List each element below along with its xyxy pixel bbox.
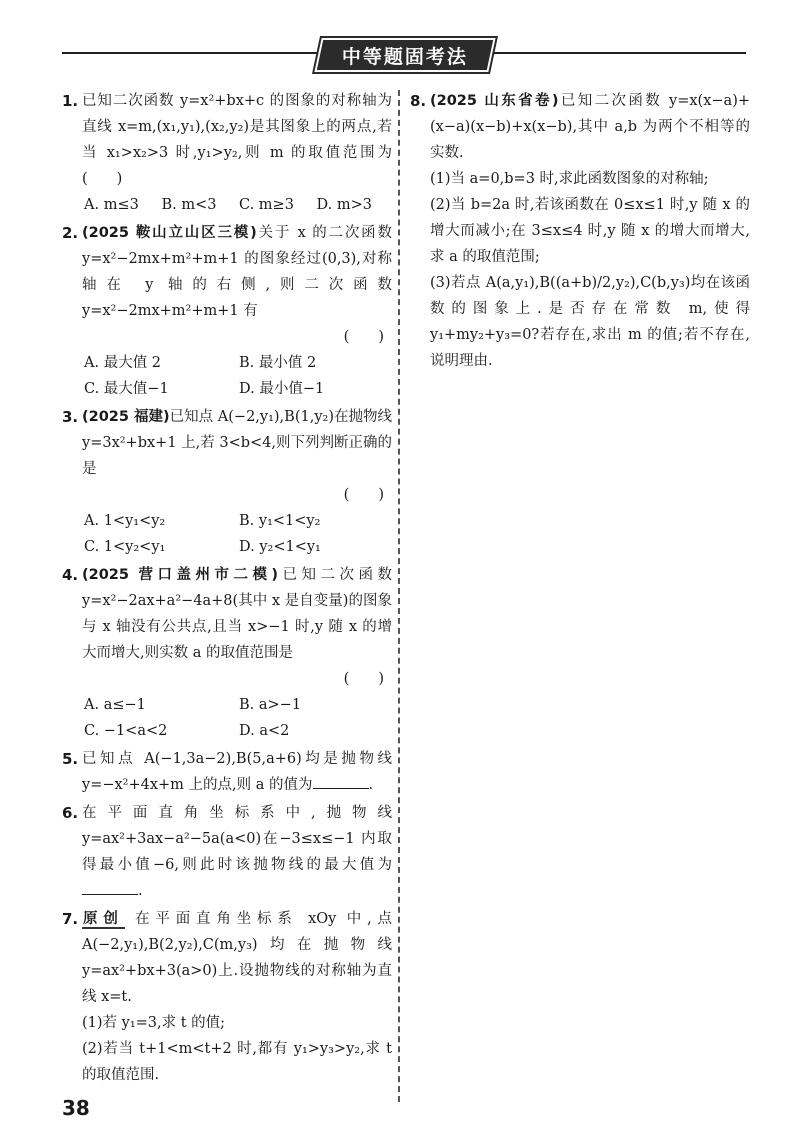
- question-source: (2025 营口盖州市二模): [82, 567, 279, 583]
- question-text: 已知点 A(−1,3a−2),B(5,a+6)均是抛物线 y=−x²+4x+m 上的点,则 a 的值为: [82, 751, 392, 793]
- option-a[interactable]: A. 1<y₁<y₂: [84, 513, 166, 529]
- sub-question-3: (3)若点 A(a,y₁),B((a+b)/2,y₂),C(b,y₃)均在该函数的图象上.是否存在常数 m,使得 y₁+my₂+y₃=0?若存在,求出 m 的值;若不存在,说明理由.: [430, 275, 750, 369]
- page-number: 38: [62, 1096, 90, 1120]
- question-3: 3. (2025 福建)已知点 A(−2,y₁),B(1,y₂)在抛物线 y=3x²+bx+1 上,若 3<b<4,则下列判断正确的是 ( ) A. 1<y₁<y₂ B. y₁<1<y₂ C. 1<y₂<y₁ D. y₂<1<y₁: [62, 404, 392, 560]
- question-7: 7. 原创 在平面直角坐标系 xOy 中,点 A(−2,y₁),B(2,y₂),C(m,y₃)均在抛物线 y=ax²+bx+3(a>0)上.设抛物线的对称轴为直线 x=t. (1)若 y₁=3,求 t 的值; (2)若当 t+1<m<t+2 时,都有 y₁>y₃>y₂,求 t 的取值范围.: [62, 906, 392, 1088]
- question-6: 6. 在平面直角坐标系中,抛物线 y=ax²+3ax−a²−5a(a<0)在−3≤x≤−1 内取得最小值−6,则此时该抛物线的最大值为.: [62, 804, 392, 899]
- question-text: 在平面直角坐标系 xOy 中,点 A(−2,y₁),B(2,y₂),C(m,y₃)均在抛物线 y=ax²+bx+3(a>0)上.设抛物线的对称轴为直线 x=t.: [82, 911, 392, 1005]
- question-2: 2. (2025 鞍山立山区三模)关于 x 的二次函数 y=x²−2mx+m²+m+1 的图象经过(0,3),对称轴在 y 轴的右侧,则二次函数 y=x²−2mx+m²+m+1 有 ( ) A. 最大值 2 B. 最小值 2 C. 最大值−1 D. 最小值−1: [62, 220, 392, 402]
- answer-paren: ( ): [343, 671, 384, 687]
- options: [82, 350, 392, 402]
- option-b[interactable]: B. a>−1: [239, 697, 302, 713]
- option-d[interactable]: D. y₂<1<y₁: [239, 539, 321, 555]
- answer-paren: ( ): [343, 329, 384, 345]
- option-a[interactable]: A. m≤3: [84, 197, 139, 213]
- question-8: 8. (2025 山东省卷)已知二次函数 y=x(x−a)+(x−a)(x−b)+x(x−b),其中 a,b 为两个不相等的实数. (1)当 a=0,b=3 时,求此函数图象的对称轴; (2)当 b=2a 时,若该函数在 0≤x≤1 时,y 随 x 的增大而减小;在 3≤x≤4 时,y 随 x 的增大而增大,求 a 的取值范围; (3)若点 A(a,y₁),B((a+b)/2,y₂),C(b,y₃)均在该函数的图象上.是否存在常数 m,使得 y₁+my₂+y₃=0?若存在,求出 m 的值;若不存在,说明理由.: [410, 88, 750, 374]
- option-b[interactable]: B. y₁<1<y₂: [239, 513, 321, 529]
- question-text: 在平面直角坐标系中,抛物线 y=ax²+3ax−a²−5a(a<0)在−3≤x≤−1 内取得最小值−6,则此时该抛物线的最大值为: [82, 805, 392, 873]
- option-a[interactable]: A. a≤−1: [84, 697, 146, 713]
- options: [82, 192, 392, 218]
- original-badge: 原创: [83, 911, 124, 927]
- option-d[interactable]: D. a<2: [239, 723, 290, 739]
- question-source: (2025 福建): [82, 409, 170, 425]
- question-text: 关于 x 的二次函数 y=x²−2mx+m²+m+1 的图象经过(0,3),对称轴在 y 轴的右侧,则二次函数 y=x²−2mx+m²+m+1 有: [82, 225, 392, 319]
- right-column: [410, 88, 750, 376]
- question-text: 已知点 A(−2,y₁),B(1,y₂)在抛物线 y=3x²+bx+1 上,若 3<b<4,则下列判断正确的是: [82, 409, 393, 477]
- sub-question-2: (2)若当 t+1<m<t+2 时,都有 y₁>y₃>y₂,求 t 的取值范围.: [82, 1041, 392, 1083]
- question-5: 5. 已知点 A(−1,3a−2),B(5,a+6)均是抛物线 y=−x²+4x+m 上的点,则 a 的值为 .: [62, 750, 392, 793]
- option-c[interactable]: C. m≥3: [239, 197, 294, 213]
- answer-paren: ( ): [343, 487, 384, 503]
- question-text: 已知二次函数 y=x(x−a)+(x−a)(x−b)+x(x−b),其中 a,b 为两个不相等的实数.: [430, 93, 750, 161]
- options: [82, 508, 392, 560]
- section-title: 中等题固考法: [341, 45, 468, 68]
- option-d[interactable]: D. m>3: [316, 197, 372, 213]
- question-text: 已知二次函数 y=x²−2ax+a²−4a+8(其中 x 是自变量)的图象与 x 轴没有公共点,且当 x>−1 时,y 随 x 的增大而增大,则实数 a 的取值范围是: [82, 567, 392, 661]
- options: [82, 692, 392, 744]
- question-text: 已知二次函数 y=x²+bx+c 的图象的对称轴为直线 x=m,(x₁,y₁),(x₂,y₂)是其图象上的两点,若当 x₁>x₂>3 时,y₁>y₂,则 m 的取值范围为( ): [82, 93, 392, 187]
- header-rule-left: [62, 52, 320, 54]
- option-b[interactable]: B. 最小值 2: [239, 355, 317, 371]
- option-c[interactable]: C. −1<a<2: [84, 723, 168, 739]
- answer-blank[interactable]: [313, 772, 369, 789]
- section-banner: [314, 38, 495, 72]
- sub-question-1: (1)当 a=0,b=3 时,求此函数图象的对称轴;: [430, 171, 709, 187]
- sub-question-1: (1)若 y₁=3,求 t 的值;: [82, 1015, 226, 1031]
- question-source: (2025 鞍山立山区三模): [82, 225, 257, 241]
- column-divider: [398, 90, 400, 1102]
- option-d[interactable]: D. 最小值−1: [239, 381, 325, 397]
- answer-blank[interactable]: [82, 878, 138, 895]
- option-a[interactable]: A. 最大值 2: [84, 355, 162, 371]
- left-column: [62, 88, 392, 1090]
- option-c[interactable]: C. 最大值−1: [84, 381, 169, 397]
- option-b[interactable]: B. m<3: [161, 197, 217, 213]
- header-rule-right: [488, 52, 746, 54]
- sub-question-2: (2)当 b=2a 时,若该函数在 0≤x≤1 时,y 随 x 的增大而减小;在 3≤x≤4 时,y 随 x 的增大而增大,求 a 的取值范围;: [430, 197, 750, 265]
- question-source: (2025 山东省卷): [430, 93, 559, 109]
- option-c[interactable]: C. 1<y₂<y₁: [84, 539, 166, 555]
- question-4: 4. (2025 营口盖州市二模)已知二次函数 y=x²−2ax+a²−4a+8(其中 x 是自变量)的图象与 x 轴没有公共点,且当 x>−1 时,y 随 x 的增大而增大,则实数 a 的取值范围是 ( ) A. a≤−1 B. a>−1 C. −1<a<2 D. a<2: [62, 562, 392, 744]
- question-1: 1. 已知二次函数 y=x²+bx+c 的图象的对称轴为直线 x=m,(x₁,y₁),(x₂,y₂)是其图象上的两点,若当 x₁>x₂>3 时,y₁>y₂,则 m 的取值范围为( ) A. m≤3 B. m<3 C. m≥3 D. m>3: [62, 88, 392, 218]
